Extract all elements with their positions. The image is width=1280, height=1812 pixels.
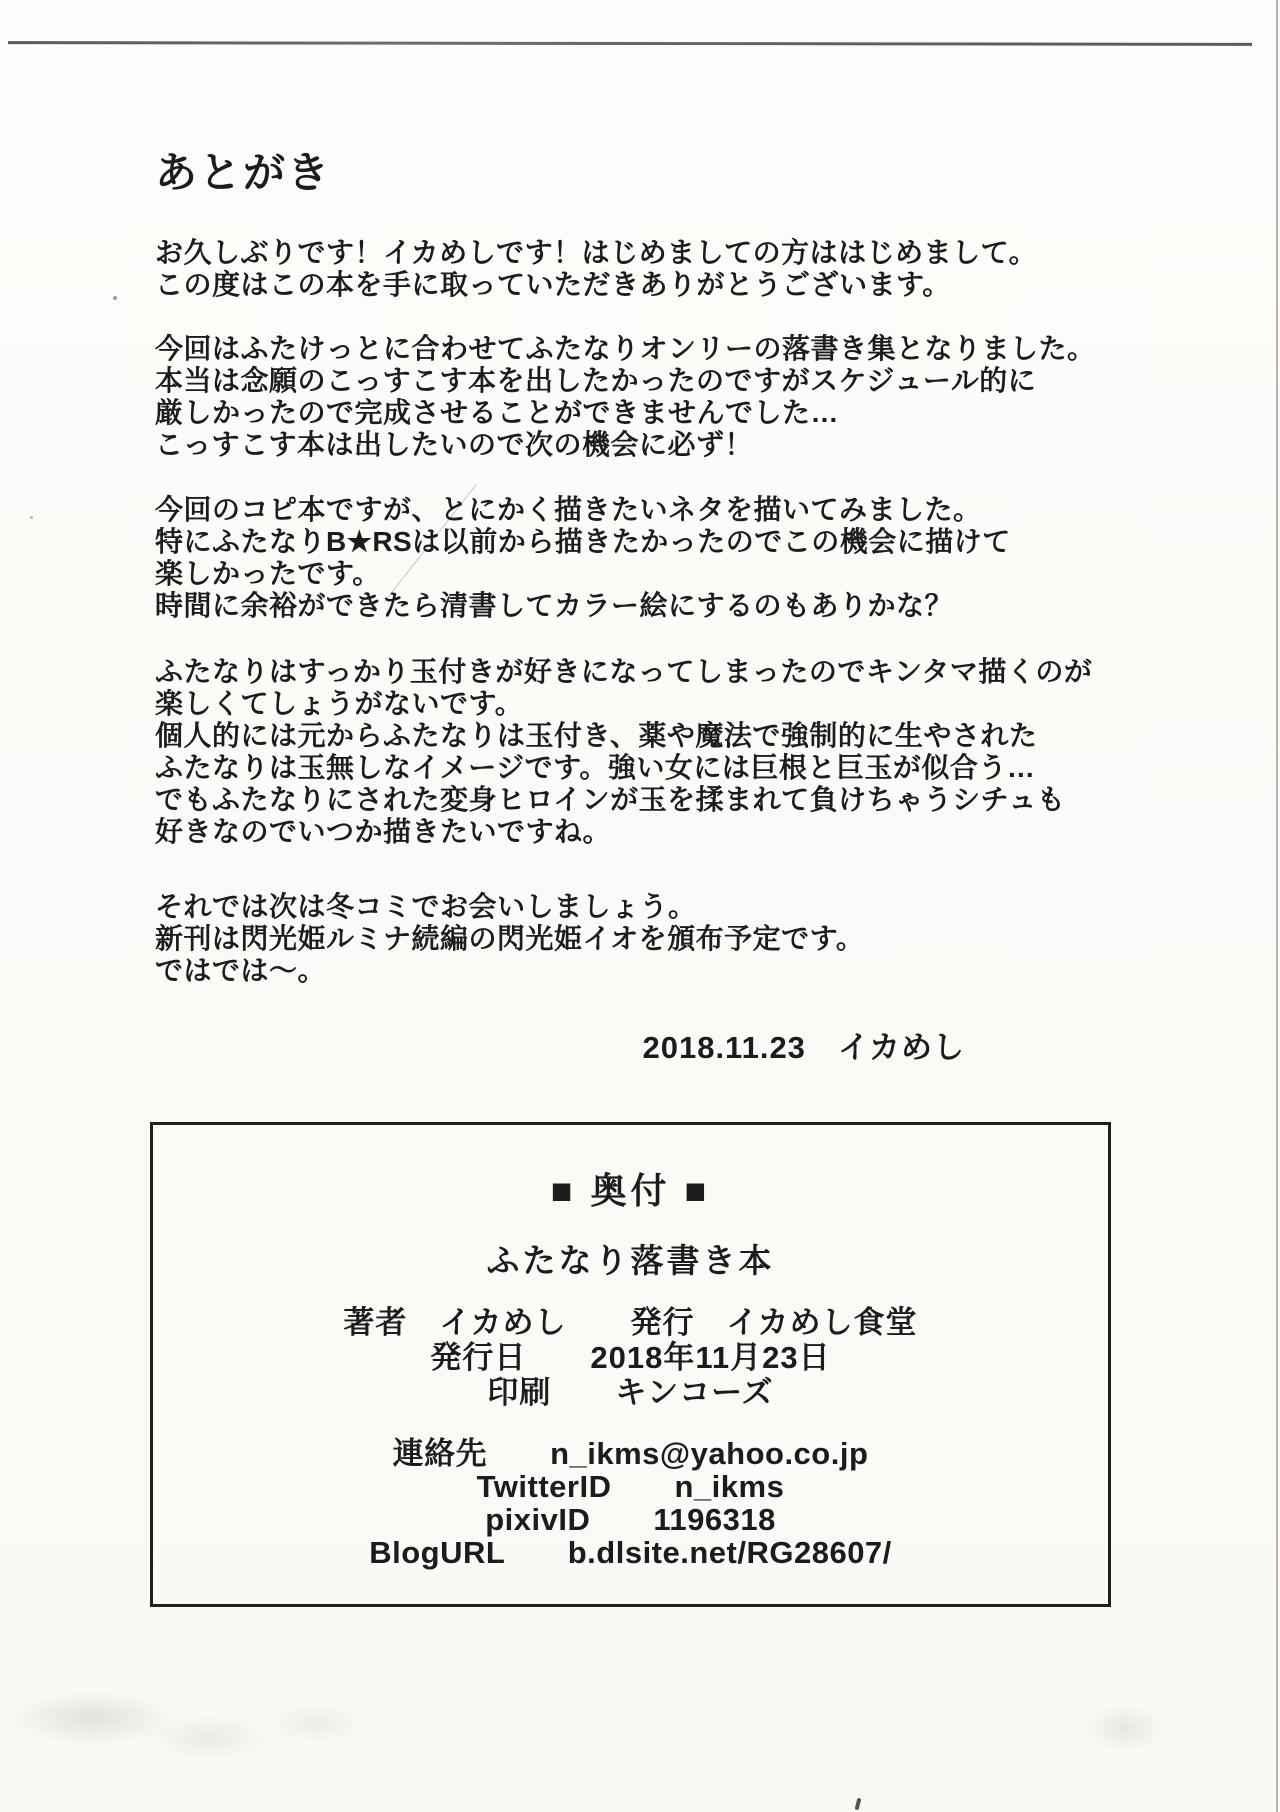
colophon-author-line: 著者 イカめし 発行 イカめし食堂 (343, 1305, 918, 1340)
scan-speck (30, 516, 33, 519)
colophon-pixiv-line: pixivID 1196318 (485, 1502, 776, 1537)
page-title: あとがき (155, 149, 332, 196)
afterword-paragraph-event (155, 333, 1096, 461)
paragraph-line: 楽しくてしょうがないです。 (155, 688, 524, 719)
paragraph-line: ふたなりはすっかり玉付きが好きになってしまったのでキンタマ描くのが (155, 656, 1093, 687)
paragraph-line: 今回はふたけっとに合わせてふたなりオンリーの落書き集となりました。 (155, 333, 1096, 364)
colophon-twitter-line: TwitterID n_ikms (476, 1469, 785, 1504)
date-signature: 2018.11.23 イカめし (642, 1030, 965, 1065)
scan-smudge-bottom-left (15, 1685, 445, 1780)
paragraph-line: でもふたなりにされた変身ヒロインが玉を揉まれて負けちゃうシチュも (155, 784, 1066, 815)
paragraph-line: 特にふたなりB★RSは以前から描きたかったのでこの機会に描けて (155, 526, 1011, 557)
paragraph-line: ふたなりは玉無しなイメージです。強い女には巨根と巨玉が似合う… (155, 752, 1036, 783)
afterword-paragraph-greeting (155, 237, 1065, 301)
paragraph-line: 厳しかったので完成させることができませんでした… (155, 397, 840, 428)
paragraph-line: こっすこす本は出したいので次の機会に必ず！ (155, 429, 753, 460)
paragraph-line: 新刊は閃光姫ルミナ続編の閃光姫イオを頒布予定です。 (155, 923, 865, 954)
paragraph-line: それでは次は冬コミでお会いしましょう。 (155, 891, 697, 922)
afterword-paragraph-preferences (155, 656, 1093, 848)
colophon-email-line: 連絡先 n_ikms@yahoo.co.jp (392, 1436, 869, 1471)
paragraph-line: この度はこの本を手に取っていただきありがとうございます。 (155, 269, 951, 300)
colophon-header: ■ 奥付 ■ (550, 1170, 711, 1211)
colophon-book-title: ふたなり落書き本 (486, 1242, 775, 1279)
paragraph-line: 個人的には元からふたなりは玉付き、薬や魔法で強制的に生やされた (155, 720, 1038, 751)
scan-smudge-bottom-right (1060, 1690, 1190, 1775)
colophon-date-line: 発行日 2018年11月23日 (430, 1340, 831, 1375)
afterword-paragraph-farewell (155, 891, 1065, 987)
paragraph-line: 好きなのでいつか描きたいですね。 (155, 816, 612, 847)
paragraph-line: 本当は念願のこっすこす本を出したかったのですがスケジュール的に (155, 365, 1037, 396)
paragraph-line: 時間に余裕ができたら清書してカラー絵にするのもありかな？ (155, 590, 954, 621)
colophon-box (150, 1122, 1111, 1607)
scan-top-edge-line (8, 41, 1252, 46)
paragraph-line: お久しぶりです！イカめしです！はじめましての方ははじめまして。 (155, 237, 1038, 268)
colophon-blog-line: BlogURL b.dlsite.net/RG28607/ (369, 1535, 892, 1570)
scan-speck (113, 296, 117, 300)
scan-right-edge-line (1276, 0, 1278, 1812)
paragraph-line: 今回のコピ本ですが、とにかく描きたいネタを描いてみました。 (155, 494, 982, 525)
scan-bottom-mark (855, 1798, 862, 1811)
afterword-paragraph-copybook (155, 494, 1065, 622)
paragraph-line: 楽しかったです。 (155, 558, 381, 589)
paragraph-line: ではでは〜。 (155, 955, 327, 986)
colophon-printer-line: 印刷 キンコーズ (487, 1375, 774, 1410)
